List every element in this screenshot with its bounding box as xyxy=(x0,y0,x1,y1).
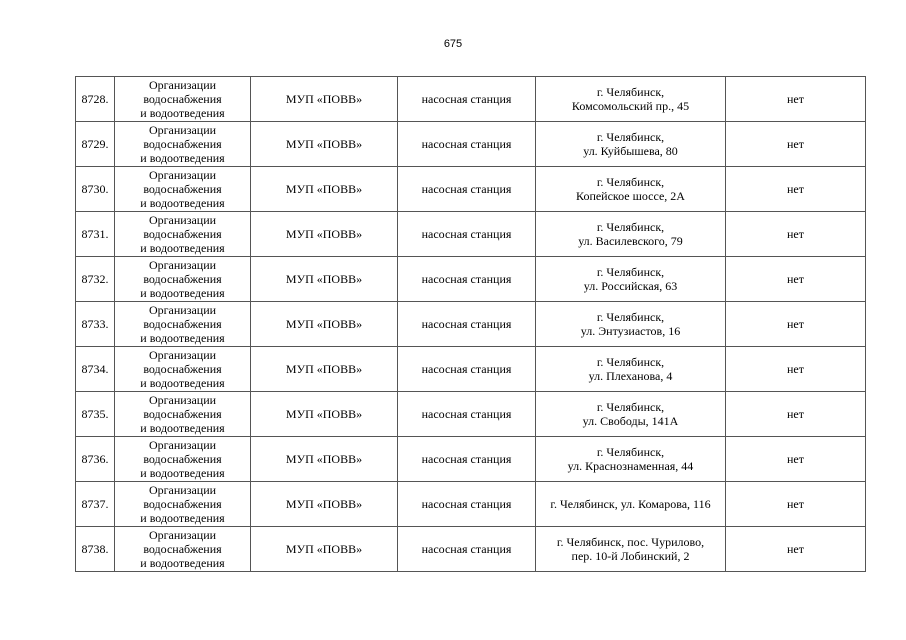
row-number-cell: 8738. xyxy=(76,527,115,572)
note-cell: нет xyxy=(726,167,866,212)
address-line: г. Челябинск, xyxy=(596,175,665,189)
table-row xyxy=(76,77,866,122)
organization-type-line: Организации xyxy=(148,78,217,92)
organization-type-line: и водоотведения xyxy=(140,466,225,480)
organization-type-line: и водоотведения xyxy=(140,106,225,120)
organization-type-cell xyxy=(115,437,251,482)
address-line: ул. Энтузиастов, 16 xyxy=(580,324,681,338)
organization-type-line: и водоотведения xyxy=(140,196,225,210)
owner-cell: МУП «ПОВВ» xyxy=(251,302,398,347)
address-line: ул. Российская, 63 xyxy=(583,279,678,293)
address-line: г. Челябинск, xyxy=(596,130,665,144)
organization-type-line: водоснабжения xyxy=(143,92,222,106)
organization-type-line: водоснабжения xyxy=(143,317,222,331)
organization-type-line: Организации xyxy=(148,123,217,137)
note-cell: нет xyxy=(726,212,866,257)
address-line: Копейское шоссе, 2А xyxy=(576,189,685,203)
object-cell: насосная станция xyxy=(398,167,536,212)
address-cell xyxy=(536,437,726,482)
object-cell: насосная станция xyxy=(398,257,536,302)
address-line: г. Челябинск, ул. Комарова, 116 xyxy=(550,497,711,511)
address-line: г. Челябинск, xyxy=(596,265,665,279)
row-number-cell: 8736. xyxy=(76,437,115,482)
owner-cell: МУП «ПОВВ» xyxy=(251,437,398,482)
table-row xyxy=(76,302,866,347)
note-cell: нет xyxy=(726,527,866,572)
organization-type-line: водоснабжения xyxy=(143,407,222,421)
object-cell: насосная станция xyxy=(398,482,536,527)
organization-type-line: и водоотведения xyxy=(140,241,225,255)
object-cell: насосная станция xyxy=(398,77,536,122)
address-line: пер. 10-й Лобинский, 2 xyxy=(571,549,690,563)
address-cell xyxy=(536,257,726,302)
organization-type-line: Организации xyxy=(148,483,217,497)
table-row xyxy=(76,482,866,527)
address-line: г. Челябинск, xyxy=(596,445,665,459)
organization-type-line: Организации xyxy=(148,303,217,317)
organization-type-line: водоснабжения xyxy=(143,542,222,556)
note-cell: нет xyxy=(726,347,866,392)
address-line: г. Челябинск, xyxy=(596,85,665,99)
note-cell: нет xyxy=(726,437,866,482)
organization-type-cell xyxy=(115,482,251,527)
organization-type-cell xyxy=(115,167,251,212)
organization-type-cell xyxy=(115,122,251,167)
address-line: ул. Плеханова, 4 xyxy=(588,369,673,383)
address-line: ул. Василевского, 79 xyxy=(578,234,683,248)
organization-type-line: и водоотведения xyxy=(140,511,225,525)
organization-type-line: Организации xyxy=(148,528,217,542)
owner-cell: МУП «ПОВВ» xyxy=(251,122,398,167)
owner-cell: МУП «ПОВВ» xyxy=(251,167,398,212)
address-cell xyxy=(536,212,726,257)
address-cell xyxy=(536,527,726,572)
organization-type-cell xyxy=(115,212,251,257)
owner-cell: МУП «ПОВВ» xyxy=(251,527,398,572)
table-row xyxy=(76,437,866,482)
address-line: г. Челябинск, xyxy=(596,310,665,324)
organization-type-line: Организации xyxy=(148,393,217,407)
row-number-cell: 8728. xyxy=(76,77,115,122)
organization-type-line: Организации xyxy=(148,258,217,272)
address-cell xyxy=(536,77,726,122)
owner-cell: МУП «ПОВВ» xyxy=(251,347,398,392)
registry-table-body xyxy=(76,77,866,572)
organization-type-line: и водоотведения xyxy=(140,556,225,570)
page-number: 675 xyxy=(443,38,463,50)
organization-type-line: и водоотведения xyxy=(140,421,225,435)
address-cell xyxy=(536,347,726,392)
table-row xyxy=(76,257,866,302)
address-cell xyxy=(536,167,726,212)
note-cell: нет xyxy=(726,482,866,527)
organization-type-line: водоснабжения xyxy=(143,272,222,286)
row-number-cell: 8732. xyxy=(76,257,115,302)
owner-cell: МУП «ПОВВ» xyxy=(251,212,398,257)
organization-type-cell xyxy=(115,527,251,572)
object-cell: насосная станция xyxy=(398,527,536,572)
table-row xyxy=(76,527,866,572)
object-cell: насосная станция xyxy=(398,437,536,482)
object-cell: насосная станция xyxy=(398,212,536,257)
organization-type-line: водоснабжения xyxy=(143,182,222,196)
organization-type-line: и водоотведения xyxy=(140,376,225,390)
row-number-cell: 8734. xyxy=(76,347,115,392)
note-cell: нет xyxy=(726,302,866,347)
organization-type-cell xyxy=(115,302,251,347)
address-line: Комсомольский пр., 45 xyxy=(571,99,690,113)
organization-type-line: и водоотведения xyxy=(140,286,225,300)
owner-cell: МУП «ПОВВ» xyxy=(251,392,398,437)
owner-cell: МУП «ПОВВ» xyxy=(251,482,398,527)
table-row xyxy=(76,167,866,212)
note-cell: нет xyxy=(726,392,866,437)
address-line: г. Челябинск, xyxy=(596,355,665,369)
address-line: г. Челябинск, xyxy=(596,220,665,234)
organization-type-cell xyxy=(115,347,251,392)
address-line: ул. Краснознаменная, 44 xyxy=(567,459,694,473)
owner-cell: МУП «ПОВВ» xyxy=(251,257,398,302)
address-cell xyxy=(536,392,726,437)
organization-type-line: Организации xyxy=(148,213,217,227)
object-cell: насосная станция xyxy=(398,122,536,167)
organization-type-line: Организации xyxy=(148,168,217,182)
table-row xyxy=(76,212,866,257)
row-number-cell: 8731. xyxy=(76,212,115,257)
organization-type-line: водоснабжения xyxy=(143,137,222,151)
address-line: ул. Свободы, 141А xyxy=(582,414,679,428)
row-number-cell: 8730. xyxy=(76,167,115,212)
address-cell xyxy=(536,122,726,167)
organization-type-line: Организации xyxy=(148,438,217,452)
row-number-cell: 8733. xyxy=(76,302,115,347)
note-cell: нет xyxy=(726,257,866,302)
organization-type-line: водоснабжения xyxy=(143,362,222,376)
address-line: г. Челябинск, xyxy=(596,400,665,414)
address-cell xyxy=(536,482,726,527)
note-cell: нет xyxy=(726,122,866,167)
row-number-cell: 8735. xyxy=(76,392,115,437)
organization-type-line: водоснабжения xyxy=(143,452,222,466)
organization-type-line: и водоотведения xyxy=(140,151,225,165)
address-cell xyxy=(536,302,726,347)
note-cell: нет xyxy=(726,77,866,122)
address-line: г. Челябинск, пос. Чурилово, xyxy=(556,535,705,549)
organization-type-line: и водоотведения xyxy=(140,331,225,345)
object-cell: насосная станция xyxy=(398,347,536,392)
table-row xyxy=(76,392,866,437)
table-row xyxy=(76,347,866,392)
row-number-cell: 8737. xyxy=(76,482,115,527)
organization-type-line: Организации xyxy=(148,348,217,362)
object-cell: насосная станция xyxy=(398,392,536,437)
organization-type-cell xyxy=(115,257,251,302)
row-number-cell: 8729. xyxy=(76,122,115,167)
organization-type-line: водоснабжения xyxy=(143,497,222,511)
registry-table xyxy=(75,76,866,572)
table-row xyxy=(76,122,866,167)
organization-type-cell xyxy=(115,77,251,122)
organization-type-line: водоснабжения xyxy=(143,227,222,241)
object-cell: насосная станция xyxy=(398,302,536,347)
address-line: ул. Куйбышева, 80 xyxy=(583,144,678,158)
organization-type-cell xyxy=(115,392,251,437)
owner-cell: МУП «ПОВВ» xyxy=(251,77,398,122)
